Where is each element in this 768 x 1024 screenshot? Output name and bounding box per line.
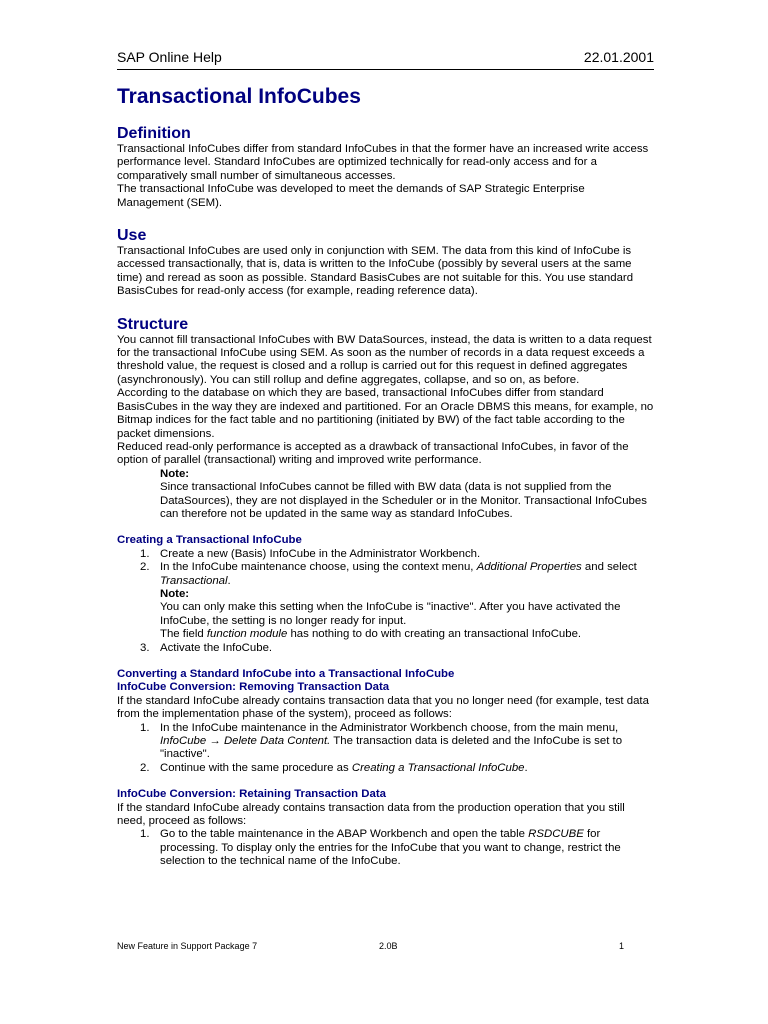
structure-paragraph-1: You cannot fill transactional InfoCubes with BW DataSources, instead, the data is written to a data request for the transactional InfoCube using SEM. As soon as the number of records in a data request exceeds a threshold value, the request is closed and a rollup is carried out for this request in defined aggregates (asynchronously). You can still rollup and define aggregates, collapse, and so on, as before. xyxy=(117,333,652,386)
header-app-name: SAP Online Help xyxy=(117,49,222,65)
structure-paragraph-3: Reduced read-only performance is accepted as a drawback of transactional InfoCubes, in favor of the option of parallel (transactional) writing and improved write performance. xyxy=(117,440,629,467)
footer-page-number: 1 xyxy=(618,941,624,951)
definition-paragraph-1: Transactional InfoCubes differ from standard InfoCubes in that the former have an increased write access performance level. Standard InfoCubes are optimized technically for read-only access and for a comparatively small number of simultaneous accesses. xyxy=(117,143,649,182)
converting-subheading: InfoCube Conversion: Removing Transaction Data xyxy=(117,681,390,694)
list-item: 1. Go to the table maintenance in the ABAP Workbench and open the table RSDCUBE for processing. To display only the entries for the InfoCube that you want to change, restrict the selection to the technical name of the InfoCube. xyxy=(140,828,621,868)
definition-paragraph-2: The transactional InfoCube was developed to meet the demands of SAP Strategic Enterprise Management (SEM). xyxy=(117,183,585,209)
note-label: Note: xyxy=(160,587,190,600)
page-header xyxy=(117,49,654,70)
structure-paragraph-2: According to the database on which they are based, transactional InfoCubes differ from standard BasisCubes in the way they are indexed and partitioned. For an Oracle DBMS this means, for example, no Bitmap indices for the fact table and no partitioning (initiated by BW) of the fact table according to the packet dimensions. xyxy=(117,387,654,440)
note-text: You can only make this setting when the InfoCube is "inactive". After you have activated the InfoCube, the setting is no longer ready for input. xyxy=(160,601,621,627)
definition-heading: Definition xyxy=(117,125,191,142)
note-label: Note: xyxy=(160,467,190,480)
creating-heading: Creating a Transactional InfoCube xyxy=(117,534,302,547)
list-item: 2. In the InfoCube maintenance choose, using the context menu, Additional Properties and select Transactional. Note: You can only make this setting when the InfoCube is "inactive". After you have activated the InfoCube, the setting is no longer ready for input. The field function module has nothing to do with creating an transactional InfoCube. xyxy=(117,561,654,641)
converting-steps xyxy=(117,722,654,776)
footer-feature: New Feature in Support Package 7 xyxy=(117,941,258,951)
converting-intro: If the standard InfoCube already contains transaction data that you no longer need (for example, test data from the implementation phase of the system), proceed as follows: xyxy=(117,694,649,721)
footer-release: 2.0B xyxy=(379,941,398,951)
list-item: 1. Create a new (Basis) InfoCube in the Administrator Workbench. xyxy=(140,547,481,560)
structure-note xyxy=(160,468,654,522)
retaining-steps xyxy=(117,828,654,868)
page-title: Transactional InfoCubes xyxy=(117,85,361,108)
use-paragraph-1: Transactional InfoCubes are used only in conjunction with SEM. The data from this kind of InfoCube is accessed transactionally, that is, data is written to the InfoCube (possibly by several users at the same time) and reread as soon as possible. Standard BasisCubes are not suitable for this. You use standard BasisCubes for read-only access (for example, reading reference data). xyxy=(117,245,634,298)
list-item: 1. In the InfoCube maintenance in the Administrator Workbench choose, from the main menu, InfoCube → Delete Data Content. The transaction data is deleted and the InfoCube is set to "inactive". xyxy=(140,721,623,761)
header-date: 22.01.2001 xyxy=(583,49,654,65)
retaining-heading: InfoCube Conversion: Retaining Transaction Data xyxy=(117,788,386,801)
use-heading: Use xyxy=(117,227,147,245)
converting-heading: Converting a Standard InfoCube into a Transactional InfoCube xyxy=(117,668,455,680)
note-text: Since transactional InfoCubes cannot be filled with BW data (data is not supplied from the DataSources), they are not displayed in the Scheduler or in the Monitor. Transactional InfoCubes can therefore not be updated in the same way as standard InfoCubes. xyxy=(160,481,647,520)
structure-heading: Structure xyxy=(117,315,189,333)
retaining-intro: If the standard InfoCube already contains transaction data from the production operation that you still need, proceed as follows: xyxy=(117,801,625,828)
document-content xyxy=(117,84,654,869)
field-note: The field function module has nothing to do with creating an transactional InfoCube. xyxy=(160,628,582,641)
creating-steps xyxy=(117,548,654,655)
list-item: 3. Activate the InfoCube. xyxy=(140,641,273,654)
list-item: 2. Continue with the same procedure as Creating a Transactional InfoCube. xyxy=(140,761,528,774)
